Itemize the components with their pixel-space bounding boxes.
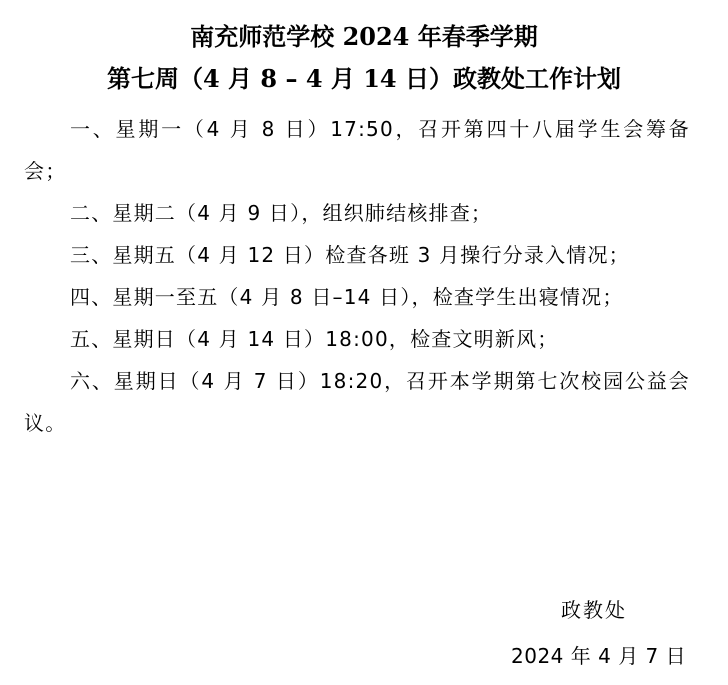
plan-item-6: 六、星期日（4 月 7 日）18:20，召开本学期第七次校园公益会议。 xyxy=(24,369,690,435)
plan-item-list xyxy=(24,108,690,444)
plan-item-5: 五、星期日（4 月 14 日）18:00，检查文明新风； xyxy=(70,327,559,351)
document-title-line-1: 南充师范学校 2024 年春季学期 xyxy=(190,22,538,51)
plan-item-1: 一、星期一（4 月 8 日）17:50，召开第四十八届学生会筹备会； xyxy=(24,117,690,183)
signature-department: 政教处 xyxy=(561,598,627,622)
plan-item-4: 四、星期一至五（4 月 8 日–14 日），检查学生出寝情况； xyxy=(70,285,624,309)
plan-item-2: 二、星期二（4 月 9 日），组织肺结核排查； xyxy=(70,201,493,225)
document-title-line-2: 第七周（4 月 8 – 4 月 14 日）政教处工作计划 xyxy=(107,64,621,93)
plan-item-3: 三、星期五（4 月 12 日）检查各班 3 月操行分录入情况； xyxy=(70,243,630,267)
signature-date: 2024 年 4 月 7 日 xyxy=(511,644,687,668)
